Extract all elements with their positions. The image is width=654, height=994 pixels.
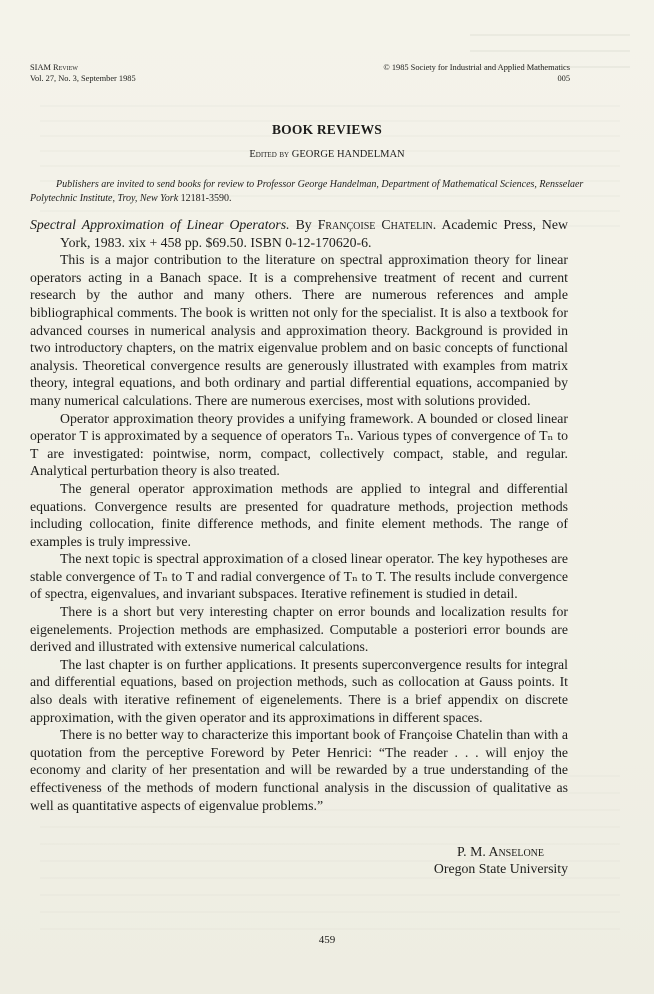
editor-prefix: Edited by [249, 149, 290, 160]
journal-volume: Vol. 27, No. 3, September 1985 [30, 74, 136, 83]
publisher-notice [30, 178, 590, 205]
editor-line [0, 149, 654, 160]
review-paragraph: There is no better way to characterize this important book of Françoise Chatelin than with a quotation from the perceptive Foreword by Peter Henrici: “The reader . . . will enjoy the economy and clarity of her presentation and will be rewarded by a true understanding of the effectiveness of the methods of modern functional analysis in the discussion of qualitative as well as quantitative aspects of eigenvalue problems.” [30, 727, 568, 813]
review-paragraph: The next topic is spectral approximation of a closed linear operator. The key hypotheses are stable convergence of Tₙ to T and radial convergence of Tₙ to T. The results include convergence of spectra, eigenvalues, and invariant subspaces. Iterative refinement is studied in detail. [30, 551, 568, 602]
review-paragraph: The general operator approximation methods are applied to integral and differential equations. Convergence results are presented for quadrature methods, projection methods including collocation, finite difference methods, and finite element methods. The range of examples is truly impressive. [30, 480, 568, 549]
show-through-artifact [40, 92, 620, 232]
copyright-line: © 1985 Society for Industrial and Applied Mathematics [383, 63, 570, 72]
section-title: BOOK REVIEWS [271, 122, 383, 137]
book-citation [30, 216, 568, 251]
review-paragraph: The last chapter is on further applications. It presents superconvergence results for integral and differential equations, based on projection methods, such as collocation at Gauss points. It also deals with iterative refinement of eigenelements. There is a brief appendix on discrete approximation, with the given operator and its approximations in different spaces. [30, 656, 568, 725]
notice-zip: 12181-3590. [180, 192, 232, 204]
citation-details: Academic Press, New York, 1983. xix + 458 pp. $69.50. ISBN 0-12-170620-6. [60, 217, 568, 250]
review-paragraph: This is a major contribution to the literature on spectral approximation theory for linear operators acting in a Banach space. It is a comprehensive treatment of recent and current research by the author and many others. There are numerous references and ample bibliographical comments. The book is written not only for the specialist. It is also a textbook for advanced courses in numerical analysis and approximation theory. Background is provided in two introductory chapters, on the matrix eigenvalue problem and on basic concepts of functional analysis. Theoretical convergence results are generously illustrated with examples from matrix theory, integral equations, and both ordinary and partial differential equations, accompanied by many numerical calculations. There are numerous exercises, most with solutions provided. [30, 252, 568, 408]
review-body [30, 216, 568, 814]
review-paragraph: There is a short but very interesting chapter on error bounds and localization results for eigenelements. Projection methods are emphasized. Computable a posteriori error bounds are derived and illustrated with extensive numerical calculations. [30, 604, 568, 655]
journal-name: SIAM Review [30, 63, 78, 72]
citation-by: By [295, 217, 312, 232]
review-paragraph: Operator approximation theory provides a unifying framework. A bounded or closed linear operator T is approximated by a sequence of operators Tₙ. Various types of convergence of Tₙ to T are investigated: pointwise, norm, compact, collectively compact, stable, and regular. Analytical perturbation theory is also treated. [30, 410, 568, 479]
book-title: Spectral Approximation of Linear Operators. [30, 217, 290, 232]
copyright-info [383, 62, 570, 84]
page-number: 459 [318, 934, 336, 946]
reviewer-name: P. M. Anselone [457, 844, 544, 859]
notice-text: Publishers are invited to send books for review to Professor George Handelman, Department of Mathematical Sciences, Rensselaer Polytechnic Institute, Troy, New York [30, 179, 584, 204]
editor-name: GEORGE HANDELMAN [291, 149, 405, 160]
article-code: 005 [557, 74, 570, 83]
journal-info [30, 62, 136, 84]
reviewer-affiliation: Oregon State University [433, 861, 568, 876]
book-author: Françoise Chatelin. [317, 217, 437, 232]
